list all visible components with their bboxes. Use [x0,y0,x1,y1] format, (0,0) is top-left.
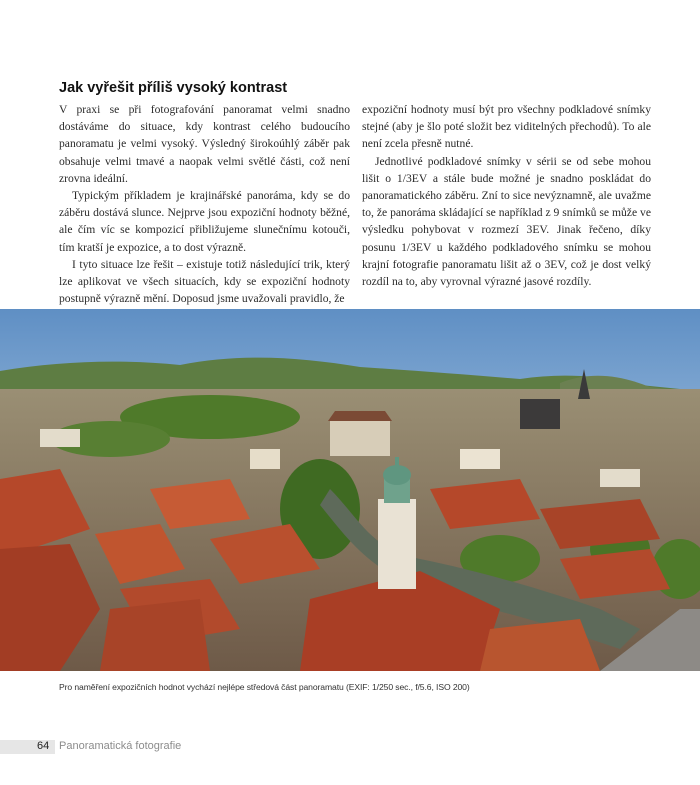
panorama-photo [0,309,700,671]
section-heading: Jak vyřešit příliš vysoký kontrast [59,80,288,96]
paragraph: expoziční hodnoty musí být pro všechny podkladové snímky stejné (aby je šlo poté složit bez viditelných přechodů). To ale není zcela přesně nutné. [362,103,651,151]
panorama-image [0,309,700,671]
paragraph: V praxi se při fotografování panoramat velmi snadno dostáváme do situace, kdy kontrast celého budoucího panoramatu je velmi vysoký. Výsledný širokoúhlý záběr pak obsahuje velmi tmavé a naopak velmi světlé části, což není zrovna ideální. [59,103,350,185]
paragraph: I tyto situace lze řešit – existuje totiž následující trik, který lze aplikovat ve všech situacích, kdy se expoziční hodnoty postupně výrazně mění. Doposud jsme uvažovali pravidlo, že [59,257,350,306]
text-column-left [59,101,350,307]
figure-caption: Pro naměření expozičních hodnot vychází nejlépe středová část panoramatu (EXIF: 1/250 sec., f/5.6, ISO 200) [59,682,470,692]
paragraph: Jednotlivé podkladové snímky v sérii se od sebe mohou lišit o 1/3EV a stále bude možné je snadno poskládat do panoramatického záběru. Zní to sice nevýznamně, ale uvažme to, že panoráma skládající se například z 9 snímků se může ve výsledku pohybovat v rozmezí 3EV. Jinak řečeno, díky posunu 1/3EV u každého podkladového snímku se mohou krajní fotografie panoramatu lišit až o 3EV, což je dost velký rozdíl na to, aby vyrovnal výrazné jasové rozdíly. [362,154,651,289]
text-column-right [362,101,651,290]
paragraph: Typickým příkladem je krajinářské panoráma, kdy se do záběru dostává slunce. Nejprve jsou expoziční hodnoty běžné, ale čím víc se kompozicí přibližujeme slunečnímu kotouči, tím kratší je expozice, a to dost výrazně. [59,189,350,254]
page-number: 64 [37,740,50,752]
running-title: Panoramatická fotografie [59,740,182,752]
